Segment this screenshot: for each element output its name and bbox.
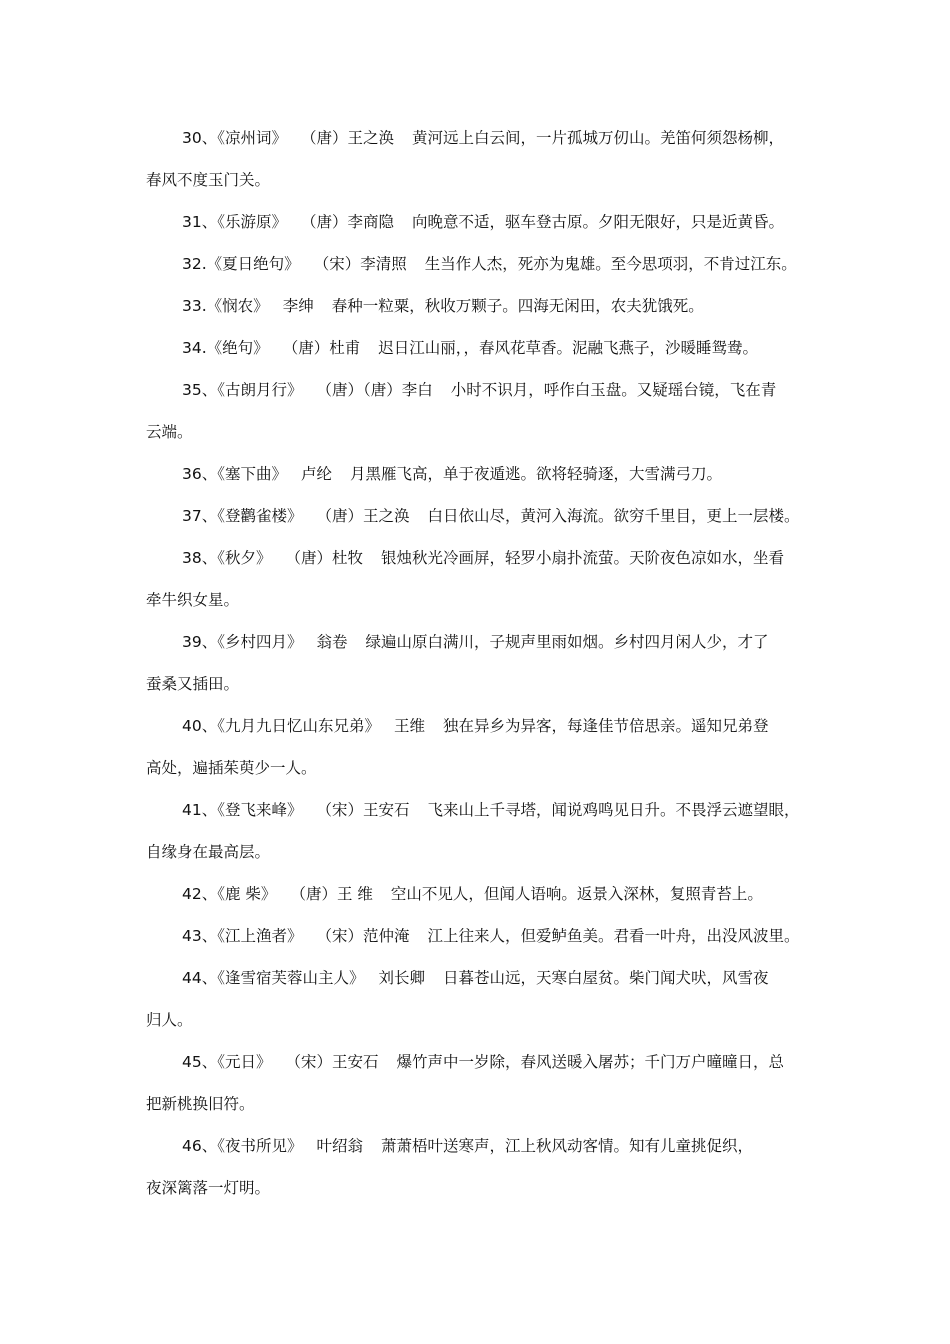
poem-entry <box>146 117 816 201</box>
poem-number: 38 <box>182 549 202 567</box>
poem-title: 《悯农》 <box>206 297 269 315</box>
poem-continuation-line: 自缘身在最高层。 <box>146 843 271 861</box>
poem-first-line <box>146 873 816 915</box>
poem-separator: 、 <box>201 633 218 651</box>
poem-continuation-line: 把新桃换旧符。 <box>146 1095 255 1113</box>
poem-separator: 、 <box>201 465 218 483</box>
poem-title: 《登飞来峰》 <box>217 801 303 819</box>
poem-entry <box>146 201 816 243</box>
poem-number: 39 <box>182 633 202 651</box>
poem-author: （唐）（唐）李白 <box>316 381 433 399</box>
poem-number: 36 <box>182 465 202 483</box>
poem-continuation-line: 云端。 <box>146 423 193 441</box>
poem-first-line <box>146 1125 816 1167</box>
poem-title: 《绝句》 <box>206 339 269 357</box>
poem-text: 白日依山尽，黄河入海流。欲穷千里目，更上一层楼。 <box>427 507 800 525</box>
poem-first-line <box>146 453 816 495</box>
poem-separator: 、 <box>201 1053 218 1071</box>
poem-number: 45 <box>182 1053 202 1071</box>
poem-author: （宋）王安石 <box>285 1053 379 1071</box>
poem-title: 《鹿 柴》 <box>217 885 277 903</box>
poem-first-line <box>146 537 816 579</box>
poem-author: （唐）王之涣 <box>301 129 395 147</box>
poem-first-line <box>146 495 816 537</box>
poem-text: 独在异乡为异客，每逢佳节倍思亲。遥知兄弟登 <box>443 717 769 735</box>
poem-number: 37 <box>182 507 202 525</box>
poem-number: 41 <box>182 801 202 819</box>
poem-separator: 、 <box>201 1137 218 1155</box>
poem-separator: 、 <box>201 213 218 231</box>
poem-entry <box>146 621 816 705</box>
poem-author: （唐）李商隐 <box>301 213 395 231</box>
poem-text: 日暮苍山远，天寒白屋贫。柴门闻犬吠，风雪夜 <box>443 969 769 987</box>
poem-number: 40 <box>182 717 202 735</box>
poem-title: 《凉州词》 <box>217 129 288 147</box>
poem-title: 《秋夕》 <box>217 549 272 567</box>
poem-text: 萧萧梧叶送寒声，江上秋风动客情。知有儿童挑促织， <box>381 1137 754 1155</box>
poem-continuation-line: 蚕桑又插田。 <box>146 675 240 693</box>
poem-text: 江上往来人，但爱鲈鱼美。君看一叶舟，出没风波里。 <box>427 927 800 945</box>
poem-author: 卢纶 <box>301 465 333 483</box>
poem-author: （唐）杜牧 <box>285 549 364 567</box>
poem-author: （唐）王 维 <box>290 885 373 903</box>
poem-text: 春种一粒粟，秋收万颗子。四海无闲田，农夫犹饿死。 <box>331 297 704 315</box>
poem-number: 31 <box>182 213 202 231</box>
poem-first-line <box>146 201 816 243</box>
poem-entry <box>146 1041 816 1125</box>
poem-number: 46 <box>182 1137 202 1155</box>
poem-separator: 、 <box>201 381 218 399</box>
poem-entry <box>146 915 816 957</box>
poem-entry <box>146 285 816 327</box>
poem-separator: 、 <box>201 969 218 987</box>
poem-number: 32 <box>182 255 202 273</box>
poem-text: 小时不识月，呼作白玉盘。又疑瑶台镜，飞在青 <box>450 381 777 399</box>
poem-title: 《乡村四月》 <box>217 633 303 651</box>
poem-entry <box>146 873 816 915</box>
poem-author: （宋）范仲淹 <box>316 927 410 945</box>
poem-separator: . <box>201 339 207 357</box>
poem-number: 34 <box>182 339 202 357</box>
poem-text: 空山不见人，但闻人语响。返景入深林，复照青苔上。 <box>390 885 763 903</box>
poem-entry <box>146 327 816 369</box>
poem-title: 《夜书所见》 <box>217 1137 303 1155</box>
poem-title: 《乐游原》 <box>217 213 288 231</box>
poem-title: 《元日》 <box>217 1053 272 1071</box>
poem-number: 42 <box>182 885 202 903</box>
poem-text: 爆竹声中一岁除，春风送暖入屠苏；千门万户曈曈日，总 <box>396 1053 785 1071</box>
poem-first-line <box>146 285 816 327</box>
poem-number: 44 <box>182 969 202 987</box>
poem-entry <box>146 957 816 1041</box>
poem-text: 飞来山上千寻塔，闻说鸡鸣见日升。不畏浮云遮望眼， <box>427 801 800 819</box>
poem-separator: 、 <box>201 801 218 819</box>
poem-entry <box>146 537 816 621</box>
poem-title: 《古朗月行》 <box>217 381 303 399</box>
poem-text: 银烛秋光冷画屏，轻罗小扇扑流萤。天阶夜色凉如水，坐看 <box>381 549 785 567</box>
poem-entry <box>146 1125 816 1209</box>
poem-entry <box>146 495 816 537</box>
poem-author: 王维 <box>394 717 426 735</box>
poem-text: 向晚意不适，驱车登古原。夕阳无限好，只是近黄昏。 <box>412 213 785 231</box>
poem-separator: 、 <box>201 129 218 147</box>
poem-separator: 、 <box>201 927 218 945</box>
poem-number: 33 <box>182 297 202 315</box>
poem-first-line <box>146 327 816 369</box>
poem-first-line <box>146 915 816 957</box>
poem-list <box>146 117 816 1209</box>
poem-author: 李绅 <box>282 297 314 315</box>
poem-author: 叶绍翁 <box>316 1137 364 1155</box>
poem-title: 《登鹳雀楼》 <box>217 507 303 525</box>
poem-title: 《夏日绝句》 <box>206 255 300 273</box>
poem-author: 翁卷 <box>316 633 348 651</box>
poem-number: 30 <box>182 129 202 147</box>
poem-text: 生当作人杰，死亦为鬼雄。至今思项羽，不肯过江东。 <box>424 255 797 273</box>
poem-entry <box>146 789 816 873</box>
poem-first-line <box>146 621 816 663</box>
poem-first-line <box>146 117 816 159</box>
poem-continuation-line: 归人。 <box>146 1011 193 1029</box>
poem-first-line <box>146 369 816 411</box>
poem-continuation-line: 高处，遍插茱萸少一人。 <box>146 759 317 777</box>
poem-first-line <box>146 1041 816 1083</box>
poem-author: （唐）王之涣 <box>316 507 410 525</box>
poem-separator: 、 <box>201 549 218 567</box>
poem-entry <box>146 243 816 285</box>
poem-author: 刘长卿 <box>378 969 426 987</box>
poem-title: 《九月九日忆山东兄弟》 <box>217 717 381 735</box>
poem-title: 《塞下曲》 <box>217 465 288 483</box>
poem-first-line <box>146 957 816 999</box>
poem-first-line <box>146 705 816 747</box>
poem-continuation-line: 牵牛织女星。 <box>146 591 240 609</box>
poem-separator: . <box>201 255 207 273</box>
poem-entry <box>146 705 816 789</box>
poem-author: （宋）王安石 <box>316 801 410 819</box>
poem-separator: 、 <box>201 507 218 525</box>
poem-separator: 、 <box>201 717 218 735</box>
poem-author: （宋）李清照 <box>313 255 407 273</box>
poem-entry <box>146 369 816 453</box>
poem-title: 《逢雪宿芙蓉山主人》 <box>217 969 365 987</box>
poem-text: 月黑雁飞高，单于夜遁逃。欲将轻骑逐，大雪满弓刀。 <box>350 465 723 483</box>
poem-separator: . <box>201 297 207 315</box>
poem-first-line <box>146 243 816 285</box>
poem-separator: 、 <box>201 885 218 903</box>
poem-first-line <box>146 789 816 831</box>
poem-text: 黄河远上白云间，一片孤城万仞山。羌笛何须怨杨柳， <box>412 129 785 147</box>
poem-author: （唐）杜甫 <box>282 339 361 357</box>
poem-title: 《江上渔者》 <box>217 927 303 945</box>
poem-text: 迟日江山丽，，春风花草香。泥融飞燕子，沙暖睡鸳鸯。 <box>378 339 758 357</box>
poem-text: 绿遍山原白满川，子规声里雨如烟。乡村四月闲人少，才了 <box>365 633 769 651</box>
poem-number: 35 <box>182 381 202 399</box>
poem-continuation-line: 春风不度玉门关。 <box>146 171 271 189</box>
poem-entry <box>146 453 816 495</box>
poem-continuation-line: 夜深篱落一灯明。 <box>146 1179 271 1197</box>
poem-number: 43 <box>182 927 202 945</box>
